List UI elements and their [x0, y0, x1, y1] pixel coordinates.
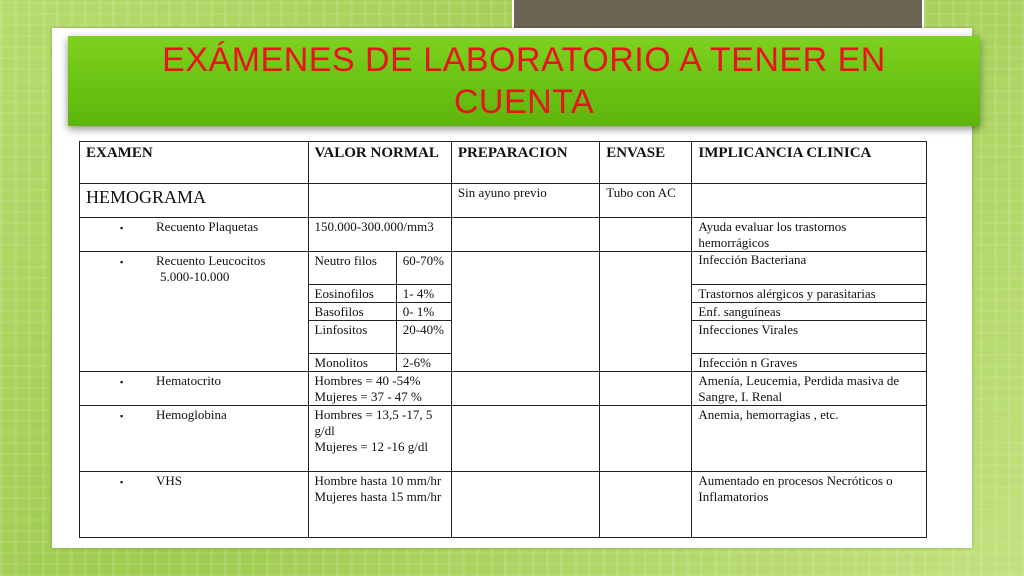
header-implicancia: IMPLICANCIA CLINICA [692, 142, 927, 184]
cell-hemoglobina-preparacion [451, 406, 599, 472]
slide-title: EXÁMENES DE LABORATORIO A TENER EN CUENTA [162, 41, 886, 121]
cell-sub-value: 0- 1% [396, 303, 451, 321]
cell-hematocrito-envase [600, 372, 692, 406]
cell-sub-name: Eosinofilos [308, 285, 396, 303]
cell-hemoglobina-envase [600, 406, 692, 472]
bullet-icon: ▪ [120, 257, 124, 267]
valor-line: Mujeres = 12 -16 g/dl [314, 439, 429, 454]
cell-sub-value: 60-70% [396, 252, 451, 285]
cell-hemoglobina-valor [308, 406, 451, 472]
cell-sub-name: Monolitos [308, 354, 396, 372]
bullet-icon: ▪ [120, 477, 124, 487]
cell-plaquetas-label [80, 218, 309, 252]
cell-hemograma-preparacion: Sin ayuno previo [451, 184, 599, 218]
vhs-label: VHS [156, 473, 183, 488]
cell-vhs-label [80, 472, 309, 538]
bullet-icon: ▪ [120, 377, 124, 387]
cell-hemograma-envase: Tubo con AC [600, 184, 692, 218]
cell-leucocitos-preparacion [451, 252, 599, 372]
cell-vhs-implicancia: Aumentado en procesos Necróticos o Inflamatorios [692, 472, 927, 538]
cell-hemograma-valor [308, 184, 451, 218]
plaquetas-label: Recuento Plaquetas [156, 219, 259, 234]
cell-sub-value: 20-40% [396, 321, 451, 354]
valor-line: Mujeres = 37 - 47 % [314, 389, 422, 404]
cell-leucocitos-label [80, 252, 309, 372]
header-examen: EXAMEN [80, 142, 309, 184]
cell-vhs-envase [600, 472, 692, 538]
cell-sub-implicancia: Infección Bacteriana [692, 252, 927, 285]
bullet-icon: ▪ [120, 223, 124, 233]
row-hemoglobina [80, 406, 927, 472]
valor-line: Mujeres hasta 15 mm/hr [314, 489, 442, 504]
header-preparacion: PREPARACION [451, 142, 599, 184]
cell-sub-value: 1- 4% [396, 285, 451, 303]
cell-plaquetas-preparacion [451, 218, 599, 252]
leucocitos-range: 5.000-10.000 [160, 269, 230, 284]
cell-sub-implicancia: Trastornos alérgicos y parasitarias [692, 285, 927, 303]
cell-sub-implicancia: Infección n Graves [692, 354, 927, 372]
row-hemograma [80, 184, 927, 218]
cell-plaquetas-implicancia: Ayuda evaluar los trastornos hemorrágicos [692, 218, 927, 252]
row-hematocrito [80, 372, 927, 406]
lab-exams-table [79, 141, 927, 538]
valor-line: Hombres = 13,5 -17, 5 g/dl [314, 407, 433, 438]
cell-hemograma-implicancia [692, 184, 927, 218]
cell-plaquetas-envase [600, 218, 692, 252]
cell-sub-implicancia: Infecciones Virales [692, 321, 927, 354]
cell-sub-name: Basofilos [308, 303, 396, 321]
cell-sub-name: Neutro filos [308, 252, 396, 285]
hematocrito-label: Hematocrito [156, 373, 221, 388]
cell-sub-value: 2-6% [396, 354, 451, 372]
bullet-icon: ▪ [120, 411, 124, 421]
cell-hematocrito-implicancia: Amenía, Leucemia, Perdida masiva de Sangre, I. Renal [692, 372, 927, 406]
header-envase: ENVASE [600, 142, 692, 184]
cell-hematocrito-label [80, 372, 309, 406]
cell-hemoglobina-implicancia: Anemia, hemorragias , etc. [692, 406, 927, 472]
cell-hemograma-label: HEMOGRAMA [80, 184, 309, 218]
title-banner [68, 36, 980, 126]
cell-hematocrito-valor [308, 372, 451, 406]
header-valor-normal: VALOR NORMAL [308, 142, 451, 184]
cell-sub-implicancia: Enf. sanguíneas [692, 303, 927, 321]
cell-vhs-preparacion [451, 472, 599, 538]
cell-vhs-valor [308, 472, 451, 538]
row-leucocitos-neutrofilos [80, 252, 927, 285]
valor-line: Hombre hasta 10 mm/hr [314, 473, 442, 488]
valor-line: Hombres = 40 -54% [314, 373, 421, 388]
cell-plaquetas-valor: 150.000-300.000/mm3 [308, 218, 451, 252]
cell-sub-name: Linfositos [308, 321, 396, 354]
leucocitos-label: Recuento Leucocitos [156, 253, 266, 268]
cell-leucocitos-envase [600, 252, 692, 372]
hemoglobina-label: Hemoglobina [156, 407, 227, 422]
cell-hematocrito-preparacion [451, 372, 599, 406]
row-vhs [80, 472, 927, 538]
row-plaquetas [80, 218, 927, 252]
table-header-row [80, 142, 927, 184]
cell-hemoglobina-label [80, 406, 309, 472]
